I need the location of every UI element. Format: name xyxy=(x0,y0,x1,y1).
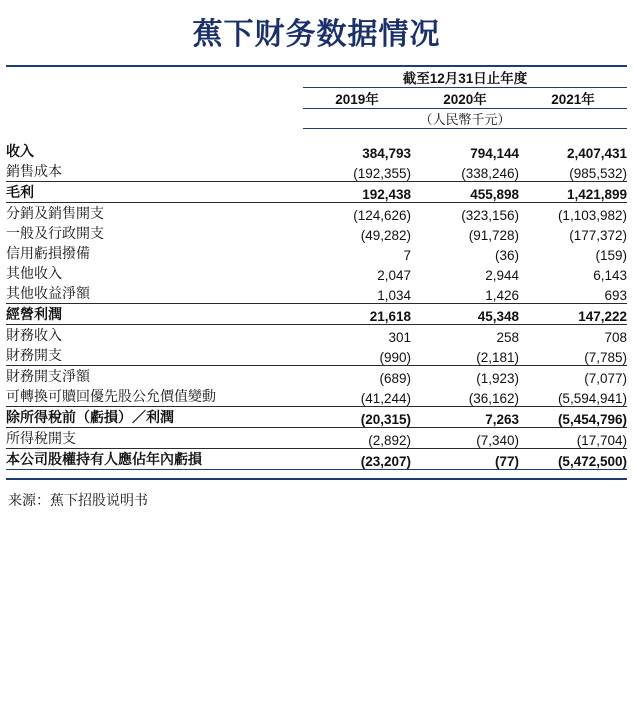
page-title: 蕉下财务数据情况 xyxy=(192,18,441,51)
header-empty-cell xyxy=(6,67,303,88)
row-value-2019: 21,618 xyxy=(303,304,411,325)
row-value-2019: (192,355) xyxy=(303,161,411,182)
row-value-2021: 2,407,431 xyxy=(566,146,627,161)
table-row xyxy=(6,141,627,161)
row-value-2019: (124,626) xyxy=(353,208,411,223)
row-value-2019: 301 xyxy=(388,330,411,345)
table-row xyxy=(6,407,627,428)
table-row xyxy=(6,325,627,346)
header-year-2020: 2020年 xyxy=(411,88,519,109)
row-value-2021: (7,785) xyxy=(519,345,627,366)
table-header-period-row xyxy=(6,67,627,88)
row-value-2020: (2,181) xyxy=(411,345,519,366)
row-label: 其他收入 xyxy=(6,265,62,281)
row-value-2019: 384,793 xyxy=(362,146,411,161)
row-label: 信用虧損撥備 xyxy=(6,245,90,261)
row-value-2021: (1,103,982) xyxy=(557,208,627,223)
row-value-2020: (1,923) xyxy=(476,371,519,386)
row-value-2021: 1,421,899 xyxy=(519,182,627,203)
row-label: 一般及行政開支 xyxy=(6,225,104,241)
row-label: 其他收益淨額 xyxy=(6,283,303,304)
row-label: 可轉換可贖回優先股公允價值變動 xyxy=(6,386,303,407)
row-value-2021: 708 xyxy=(604,330,627,345)
row-value-2020: (36) xyxy=(494,248,519,263)
row-value-2021: (7,077) xyxy=(584,371,627,386)
table-row xyxy=(6,203,627,224)
row-value-2020: 2,944 xyxy=(485,268,519,283)
row-value-2021: 147,222 xyxy=(519,304,627,325)
row-value-2019: (49,282) xyxy=(360,228,411,243)
row-value-2021: (177,372) xyxy=(569,228,627,243)
row-label: 分銷及銷售開支 xyxy=(6,205,104,221)
header-year-2021: 2021年 xyxy=(519,88,627,109)
table-row xyxy=(6,283,627,304)
row-value-2019: (20,315) xyxy=(303,407,411,428)
table-row xyxy=(6,243,627,263)
table-row xyxy=(6,182,627,203)
row-value-2021: (5,594,941) xyxy=(519,386,627,407)
row-value-2020: 45,348 xyxy=(411,304,519,325)
row-value-2019: (990) xyxy=(303,345,411,366)
row-value-2020: (77) xyxy=(411,449,519,470)
financial-table xyxy=(6,67,627,470)
table-header-year-row xyxy=(6,88,627,109)
row-value-2020: (338,246) xyxy=(411,161,519,182)
row-value-2019: 2,047 xyxy=(377,268,411,283)
row-label: 財務收入 xyxy=(6,327,62,343)
row-value-2021: (5,454,796) xyxy=(519,407,627,428)
row-label: 所得稅開支 xyxy=(6,428,303,449)
row-value-2021: (17,704) xyxy=(519,428,627,449)
row-label: 財務開支淨額 xyxy=(6,368,90,384)
header-empty-cell-2 xyxy=(6,88,303,109)
source-note: 来源：蕉下招股说明书 xyxy=(8,491,148,508)
header-empty-cell-3 xyxy=(6,109,303,129)
table-row xyxy=(6,223,627,243)
row-value-2019: (2,892) xyxy=(303,428,411,449)
table-spacer-row xyxy=(6,129,627,142)
row-label: 毛利 xyxy=(6,182,303,203)
row-label: 銷售成本 xyxy=(6,161,303,182)
row-value-2020: 794,144 xyxy=(470,146,519,161)
row-value-2020: 7,263 xyxy=(411,407,519,428)
row-value-2020: 1,426 xyxy=(411,283,519,304)
row-label: 經營利潤 xyxy=(6,304,303,325)
table-row xyxy=(6,366,627,387)
table-row xyxy=(6,345,627,366)
row-value-2021: (985,532) xyxy=(519,161,627,182)
table-row xyxy=(6,449,627,470)
row-label: 收入 xyxy=(6,143,34,159)
row-value-2020: (7,340) xyxy=(411,428,519,449)
row-value-2021: 6,143 xyxy=(593,268,627,283)
table-row xyxy=(6,263,627,283)
header-year-2019: 2019年 xyxy=(303,88,411,109)
row-value-2019: 7 xyxy=(403,248,411,263)
row-value-2020: (91,728) xyxy=(468,228,519,243)
row-value-2021: (159) xyxy=(595,248,627,263)
table-row xyxy=(6,428,627,449)
row-value-2020: (323,156) xyxy=(461,208,519,223)
row-label: 財務開支 xyxy=(6,345,303,366)
row-value-2021: 693 xyxy=(519,283,627,304)
row-value-2020: 455,898 xyxy=(411,182,519,203)
row-value-2019: 192,438 xyxy=(303,182,411,203)
header-currency-unit: （人民幣千元） xyxy=(303,109,627,129)
row-value-2021: (5,472,500) xyxy=(519,449,627,470)
row-value-2019: 1,034 xyxy=(303,283,411,304)
row-value-2019: (23,207) xyxy=(303,449,411,470)
row-value-2020: 258 xyxy=(496,330,519,345)
table-row xyxy=(6,161,627,182)
table-row xyxy=(6,304,627,325)
row-value-2020: (36,162) xyxy=(411,386,519,407)
table-unit-row xyxy=(6,109,627,129)
row-value-2019: (689) xyxy=(379,371,411,386)
row-label: 除所得稅前（虧損）／利潤 xyxy=(6,407,303,428)
row-value-2019: (41,244) xyxy=(303,386,411,407)
header-period-label: 截至12月31日止年度 xyxy=(303,67,627,88)
table-row xyxy=(6,386,627,407)
row-label: 本公司股權持有人應佔年內虧損 xyxy=(6,449,303,470)
